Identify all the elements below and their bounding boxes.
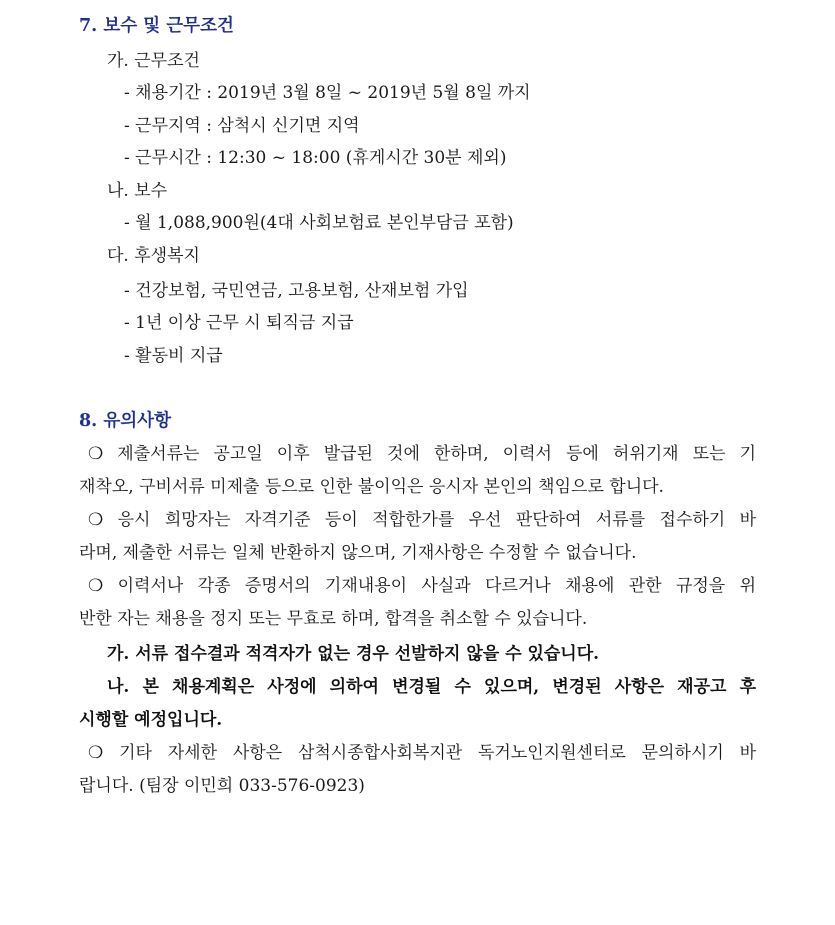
bold-note-2-line-1: 나. 본 채용계획은 사정에 의하여 변경될 수 있으며, 변경된 사항은 재공고 후 — [107, 677, 756, 697]
subheading-pay: 나. 보수 — [107, 181, 168, 201]
work-area: - 근무지역 : 삼척시 신기면 지역 — [124, 116, 360, 136]
section-8-title: 8. 유의사항 — [79, 411, 171, 431]
welfare-severance: - 1년 이상 근무 시 퇴직금 지급 — [124, 313, 354, 333]
welfare-insurance: - 건강보험, 국민연금, 고용보험, 산재보험 가입 — [124, 281, 469, 301]
notice-2-line-1: ❍ 응시 희망자는 자격기준 등이 적합한가를 우선 판단하여 서류를 접수하기 바 — [88, 510, 756, 530]
bold-note-2-line-2: 시행할 예정입니다. — [79, 710, 223, 730]
notice-3-line-1: ❍ 이력서나 각종 증명서의 기재내용이 사실과 다르거나 채용에 관한 규정을 위 — [88, 576, 756, 596]
monthly-pay: - 월 1,088,900원(4대 사회보험료 본인부담금 포함) — [124, 213, 514, 233]
notice-1-line-2: 재착오, 구비서류 미제출 등으로 인한 불이익은 응시자 본인의 책임으로 합니다. — [79, 477, 664, 497]
notice-4-line-2: 랍니다. (팀장 이민희 033-576-0923) — [79, 776, 365, 796]
welfare-activity-pay: - 활동비 지급 — [124, 346, 223, 366]
notice-4-line-1: ❍ 기타 자세한 사항은 삼척시종합사회복지관 독거노인지원센터로 문의하시기 바 — [88, 743, 756, 763]
subheading-work-conditions: 가. 근무조건 — [107, 51, 200, 71]
notice-3-line-2: 반한 자는 채용을 정지 또는 무효로 하며, 합격을 취소할 수 있습니다. — [79, 609, 588, 629]
employment-period: - 채용기간 : 2019년 3월 8일 ~ 2019년 5월 8일 까지 — [124, 83, 531, 103]
work-hours: - 근무시간 : 12:30 ~ 18:00 (휴게시간 30분 제외) — [124, 148, 507, 168]
section-7-title: 7. 보수 및 근무조건 — [79, 16, 234, 36]
subheading-welfare: 다. 후생복지 — [107, 246, 200, 266]
notice-1-line-1: ❍ 제출서류는 공고일 이후 발급된 것에 한하며, 이력서 등에 허위기재 또는 기 — [88, 444, 756, 464]
notice-2-line-2: 라며, 제출한 서류는 일체 반환하지 않으며, 기재사항은 수정할 수 없습니다. — [79, 543, 637, 563]
bold-note-1: 가. 서류 접수결과 적격자가 없는 경우 선발하지 않을 수 있습니다. — [107, 644, 600, 664]
